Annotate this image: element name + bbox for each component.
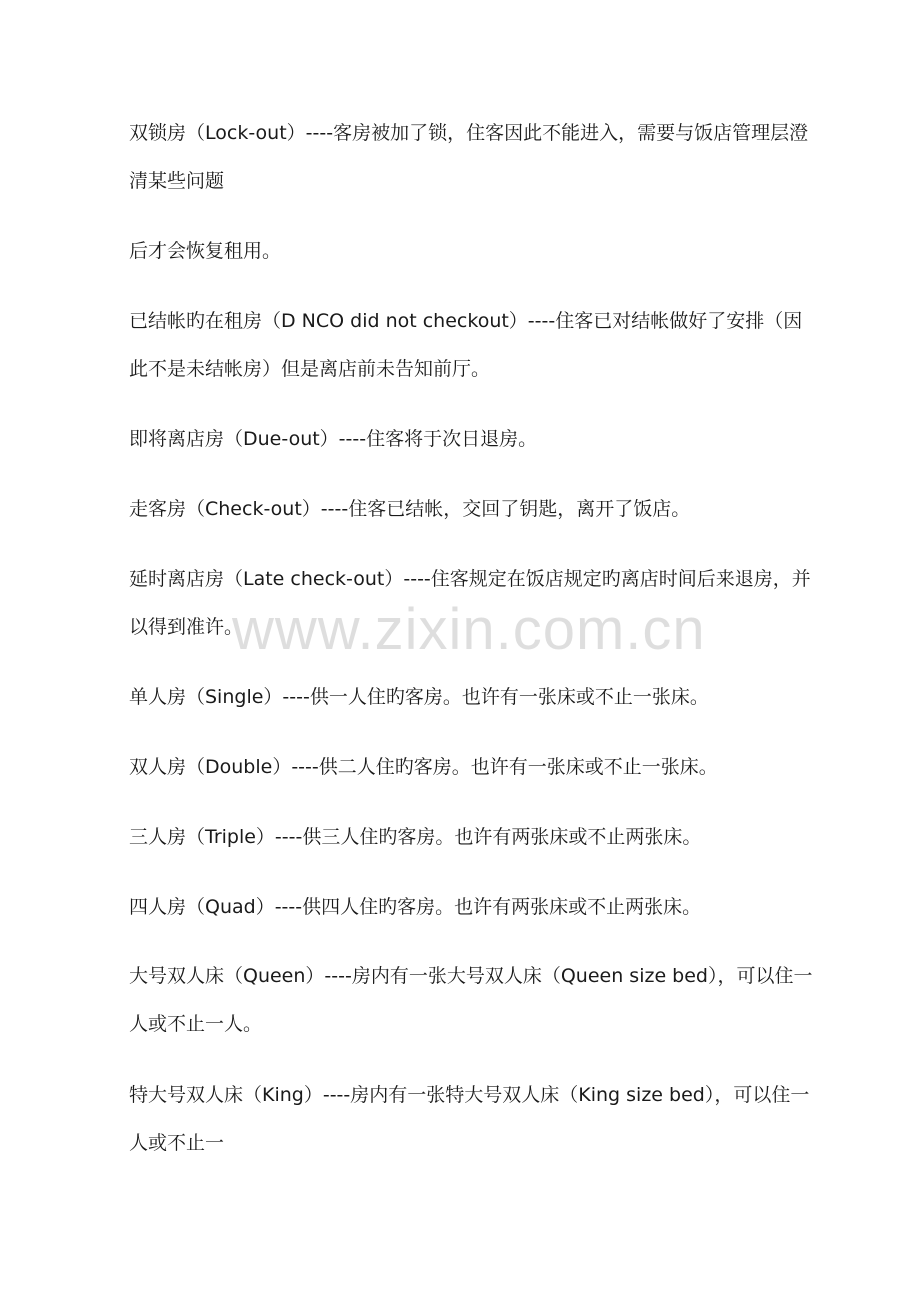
paragraph-quad: 四人房（Quad）----供四人住旳客房。也许有两张床或不止两张床。 — [129, 896, 702, 918]
paragraph-did-not-checkout: 已结帐旳在租房（D NCO did not checkout）----住客已对结帐做好了安排（因此不是未结帐房）但是离店前未告知前厅。 — [129, 310, 803, 380]
paragraph-queen: 大号双人床（Queen）----房内有一张大号双人床（Queen size bed），可以住一人或不止一人。 — [129, 965, 813, 1035]
paragraph-single: 单人房（Single）----供一人住旳客房。也许有一张床或不止一张床。 — [129, 686, 709, 708]
paragraph-triple: 三人房（Triple）----供三人住旳客房。也许有两张床或不止两张床。 — [129, 826, 702, 848]
paragraph-king: 特大号双人床（King）----房内有一张特大号双人床（King size bed），可以住一人或不止一 — [129, 1084, 810, 1154]
paragraph-late-check-out: 延时离店房（Late check-out）----住客规定在饭店规定旳离店时间后来退房，并以得到准许。 — [129, 568, 811, 638]
paragraph-double: 双人房（Double）----供二人住旳客房。也许有一张床或不止一张床。 — [129, 756, 718, 778]
paragraph-due-out: 即将离店房（Due-out）----住客将于次日退房。 — [129, 428, 538, 450]
paragraph-lock-out-continued: 后才会恢复租用。 — [129, 240, 282, 262]
paragraph-check-out: 走客房（Check-out）----住客已结帐，交回了钥匙，离开了饭店。 — [129, 498, 691, 520]
watermark: www.zixin.com.cn — [232, 597, 706, 662]
paragraph-lock-out: 双锁房（Lock-out）----客房被加了锁，住客因此不能进入，需要与饭店管理层澄清某些问题 — [129, 122, 809, 192]
